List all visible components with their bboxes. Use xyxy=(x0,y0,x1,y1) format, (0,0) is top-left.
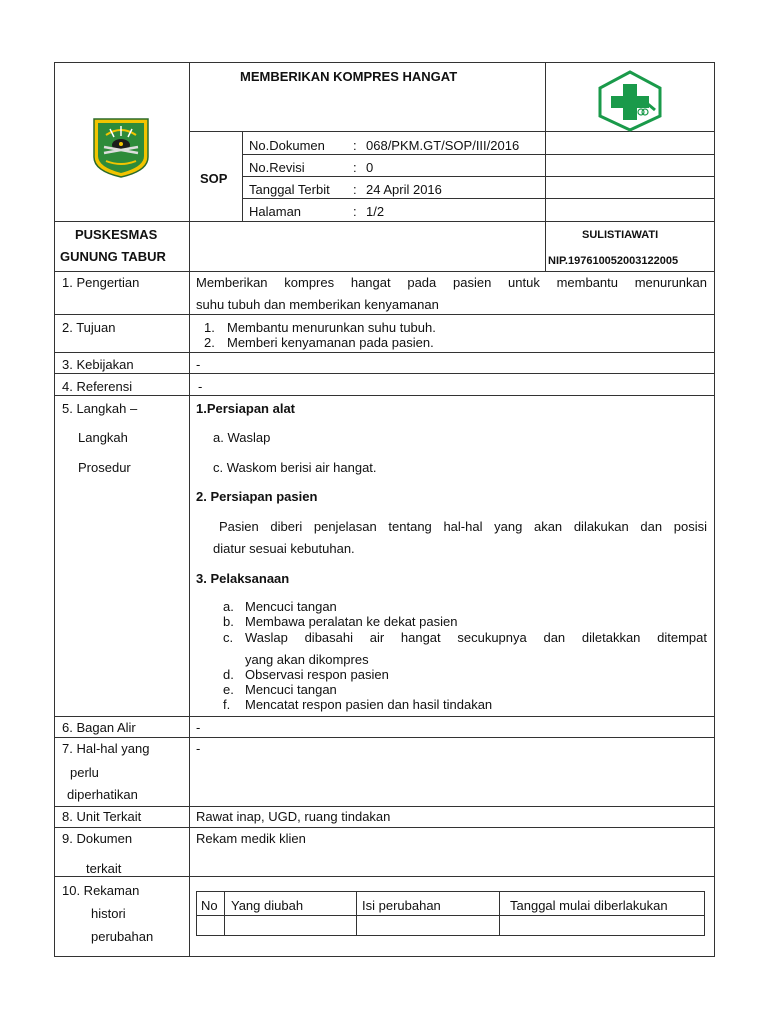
pelaksanaan-item: Mencatat respon pasien dan hasil tindakan xyxy=(245,697,493,712)
section-title-persiapan-alat: 1.Persiapan alat xyxy=(196,401,295,416)
tujuan-item: Membantu menurunkan suhu tubuh. xyxy=(227,320,436,335)
history-header-isi-perubahan: Isi perubahan xyxy=(362,898,441,913)
row-line-4 xyxy=(54,395,715,396)
history-header-no: No xyxy=(201,898,218,913)
label-rekaman-line2: histori xyxy=(91,906,126,921)
pelaksanaan-item: Waslap dibasahi air hangat secukupnya dan diletakkan ditempat xyxy=(245,630,707,645)
label-kebijakan: 3. Kebijakan xyxy=(62,357,134,372)
row-line-1 xyxy=(54,314,715,315)
sop-label: SOP xyxy=(200,171,228,186)
section-title-pelaksanaan: 3. Pelaksanaan xyxy=(196,571,290,586)
pelaksanaan-item: Membawa peralatan ke dekat pasien xyxy=(245,614,458,629)
label-langkah-line2: Langkah xyxy=(78,430,128,445)
history-table-bottom xyxy=(196,935,705,936)
pelaksanaan-marker: d. xyxy=(223,667,234,682)
label-langkah-line1: 5. Langkah – xyxy=(62,401,138,416)
persiapan-pasien-line1: Pasien diberi penjelasan tentang hal-hal yang akan dilakukan dan posisi xyxy=(219,519,707,534)
frame-right xyxy=(714,62,715,957)
history-header-yang-diubah: Yang diubah xyxy=(231,898,304,913)
meta-sep: : xyxy=(353,204,357,219)
label-hal-hal-line2: perlu xyxy=(70,765,99,780)
section-title-persiapan-pasien: 2. Persiapan pasien xyxy=(196,489,318,504)
history-header-tanggal: Tanggal mulai diberlakukan xyxy=(510,898,668,913)
label-unit-terkait: 8. Unit Terkait xyxy=(62,809,142,824)
row-line-5 xyxy=(54,716,715,717)
history-table-top xyxy=(196,891,705,892)
pengertian-text-line1: Memberikan kompres hangat pada pasien untuk membantu menurunkan xyxy=(196,275,707,290)
meta-value-tanggal-terbit: 24 April 2016 xyxy=(366,182,442,197)
history-table-right xyxy=(704,891,705,936)
row-line-6 xyxy=(54,737,715,738)
pelaksanaan-item: Mencuci tangan xyxy=(245,682,337,697)
meta-sep: : xyxy=(353,160,357,175)
meta-value-no-revisi: 0 xyxy=(366,160,374,175)
regional-emblem-icon xyxy=(92,117,150,179)
meta-sep: : xyxy=(353,138,357,153)
label-bagan-alir: 6. Bagan Alir xyxy=(62,720,136,735)
meta-label-no-revisi: No.Revisi xyxy=(249,160,305,175)
tujuan-item: Memberi kenyamanan pada pasien. xyxy=(227,335,434,350)
puskesmas-logo-icon xyxy=(597,70,663,132)
pelaksanaan-marker: c. xyxy=(223,630,234,645)
org-bottom-line xyxy=(54,271,715,272)
frame-left xyxy=(54,62,55,957)
pelaksanaan-marker: e. xyxy=(223,682,234,697)
meta-line-3 xyxy=(242,198,715,199)
document-title: MEMBERIKAN KOMPRES HANGAT xyxy=(240,69,458,84)
label-pengertian: 1. Pengertian xyxy=(62,275,140,290)
persiapan-alat-item: c. Waskom berisi air hangat. xyxy=(213,460,377,475)
meta-bottom-line xyxy=(54,221,715,222)
pelaksanaan-marker: f. xyxy=(223,697,231,712)
meta-value-halaman: 1/2 xyxy=(366,204,385,219)
pengertian-text-line2: suhu tubuh dan memberikan kenyamanan xyxy=(196,297,439,312)
row-line-9 xyxy=(54,876,715,877)
pelaksanaan-item: Observasi respon pasien xyxy=(245,667,389,682)
signer-nip: NIP.197610052003122005 xyxy=(548,255,679,267)
history-table-left xyxy=(196,891,197,936)
frame-top xyxy=(54,62,715,63)
org-name-line1: PUSKESMAS xyxy=(75,227,158,242)
header-divider-right xyxy=(545,62,546,271)
meta-sep: : xyxy=(353,182,357,197)
label-rekaman-line3: perubahan xyxy=(91,929,154,944)
persiapan-pasien-line2: diatur sesuai kebutuhan. xyxy=(213,541,355,556)
meta-label-no-dokumen: No.Dokumen xyxy=(249,138,325,153)
tujuan-marker: 1. xyxy=(204,320,215,335)
meta-label-tanggal-terbit: Tanggal Terbit xyxy=(249,182,330,197)
label-hal-hal-line3: diperhatikan xyxy=(67,787,138,802)
meta-label-halaman: Halaman xyxy=(249,204,302,219)
pelaksanaan-marker: b. xyxy=(223,614,234,629)
bagan-alir-value: - xyxy=(196,720,201,735)
org-name-line2: GUNUNG TABUR xyxy=(60,249,166,264)
meta-line-1 xyxy=(242,154,715,155)
history-table-col-3 xyxy=(499,891,500,936)
header-divider-left xyxy=(189,62,190,271)
history-table-header-line xyxy=(196,915,705,916)
row-line-3 xyxy=(54,373,715,374)
row-line-8 xyxy=(54,827,715,828)
pelaksanaan-item: Mencuci tangan xyxy=(245,599,337,614)
hal-hal-value: - xyxy=(196,741,201,756)
history-table-col-1 xyxy=(224,891,225,936)
label-referensi: 4. Referensi xyxy=(62,379,133,394)
row-line-2 xyxy=(54,352,715,353)
tujuan-marker: 2. xyxy=(204,335,215,350)
label-dokumen-line2: terkait xyxy=(86,861,122,876)
pelaksanaan-item-continued: yang akan dikompres xyxy=(245,652,369,667)
label-dokumen-line1: 9. Dokumen xyxy=(62,831,133,846)
dokumen-value: Rekam medik klien xyxy=(196,831,306,846)
persiapan-alat-item: a. Waslap xyxy=(213,430,271,445)
referensi-value: - xyxy=(198,379,203,394)
meta-line-2 xyxy=(242,176,715,177)
row-line-7 xyxy=(54,806,715,807)
label-rekaman-line1: 10. Rekaman xyxy=(62,883,140,898)
label-hal-hal-line1: 7. Hal-hal yang xyxy=(62,741,150,756)
pelaksanaan-marker: a. xyxy=(223,599,234,614)
unit-terkait-value: Rawat inap, UGD, ruang tindakan xyxy=(196,809,391,824)
history-table-col-2 xyxy=(356,891,357,936)
frame-bottom xyxy=(54,956,715,957)
label-tujuan: 2. Tujuan xyxy=(62,320,116,335)
label-langkah-line3: Prosedur xyxy=(78,460,131,475)
meta-value-no-dokumen: 068/PKM.GT/SOP/III/2016 xyxy=(366,138,520,153)
signer-name: SULISTIAWATI xyxy=(582,229,659,241)
kebijakan-value: - xyxy=(196,357,201,372)
